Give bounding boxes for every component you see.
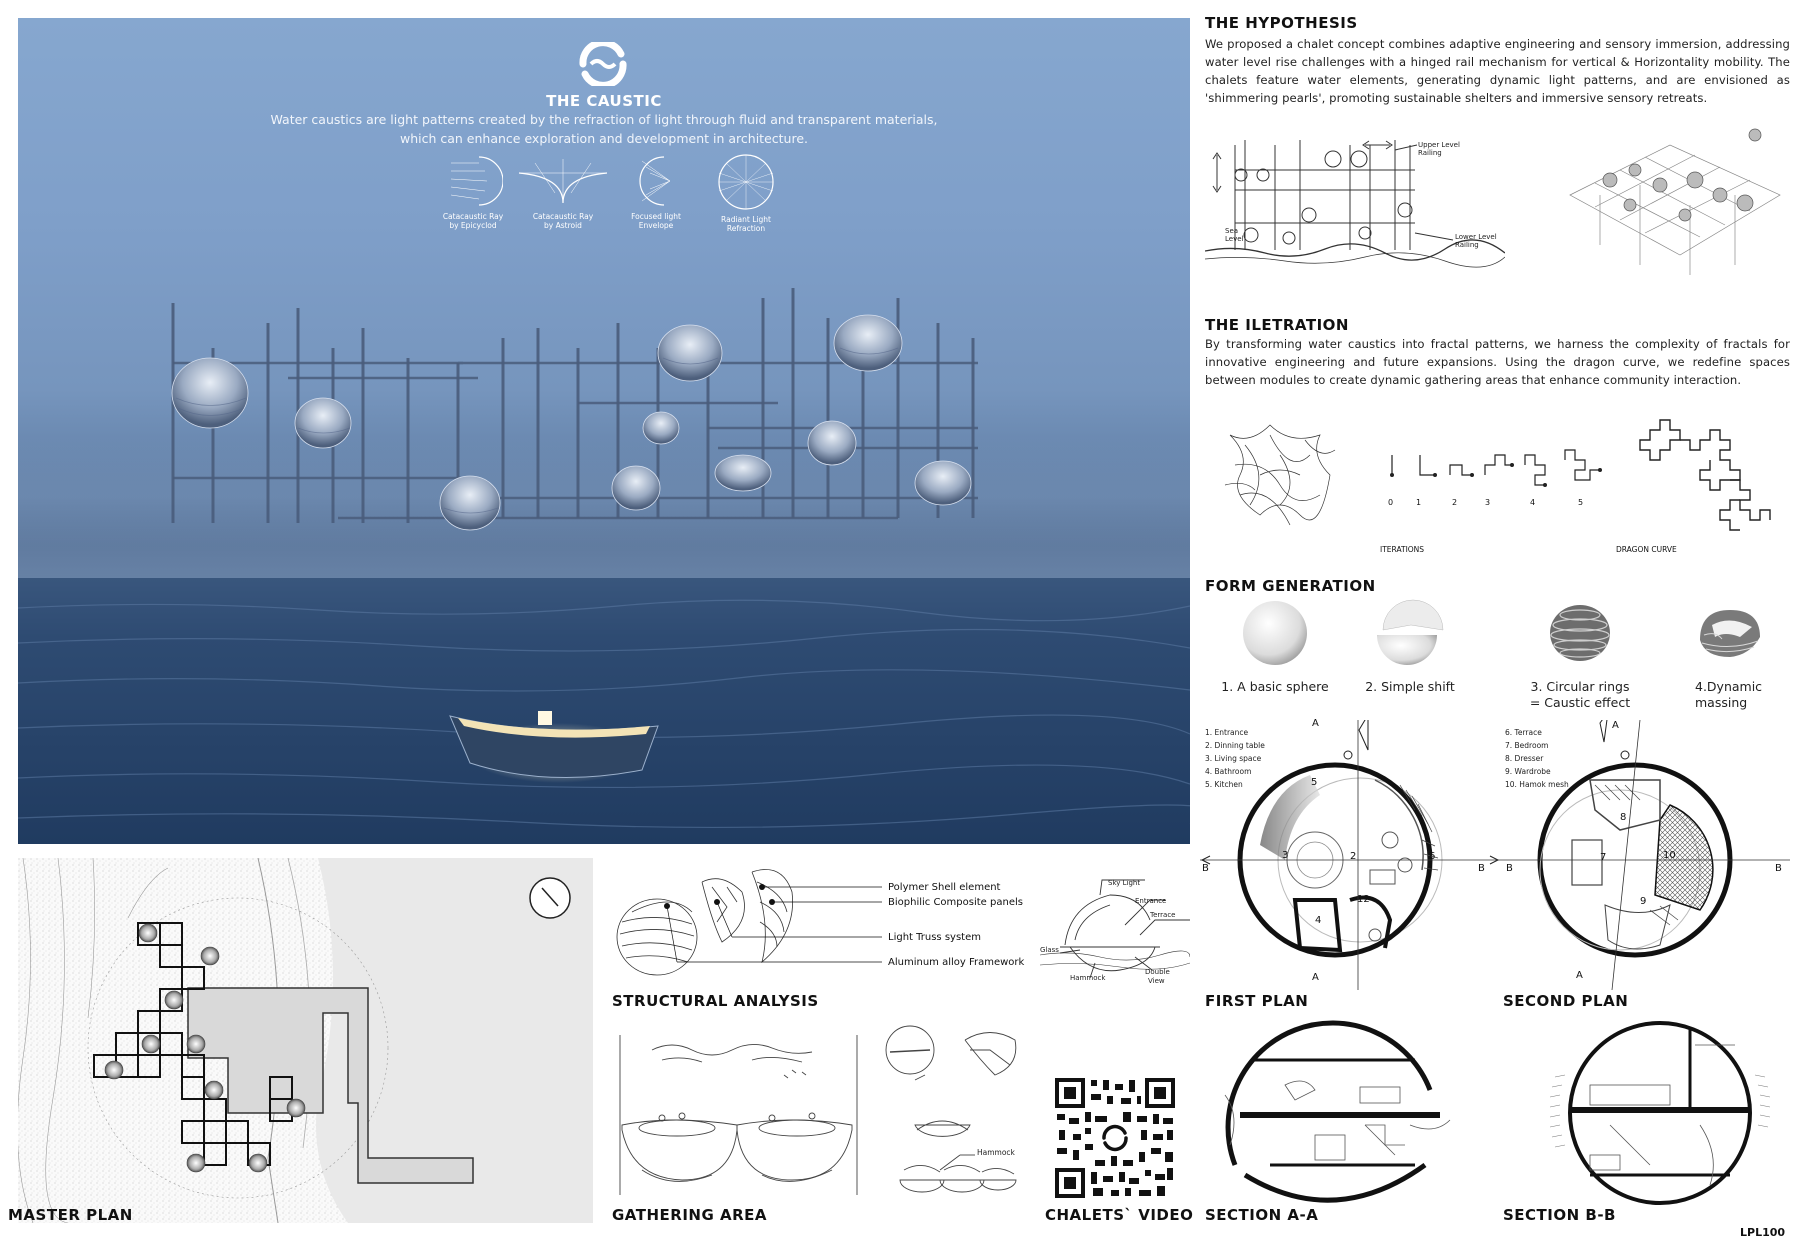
basic-sphere-icon [1205, 595, 1345, 675]
sea-level-label: Level [1225, 235, 1244, 243]
second-legend-9: 9. Wardrobe [1505, 767, 1551, 776]
form-step-3-line1: 3. Circular rings [1530, 679, 1630, 694]
first-plan-room-6: 6 [1429, 851, 1436, 862]
second-plan-mark-b-right: B [1775, 863, 1782, 874]
first-plan-mark-a-top: A [1312, 718, 1319, 729]
second-plan-room-10: 10 [1663, 850, 1676, 861]
iter-num-4: 4 [1530, 498, 1536, 507]
modules-sketch [880, 1020, 1030, 1210]
form-step-4-line2: massing [1695, 695, 1748, 710]
second-legend-8: 8. Dresser [1505, 754, 1544, 763]
second-plan-drawing [1500, 720, 1790, 990]
hero-subtitle-line2: which can enhance exploration and development in architecture. [399, 131, 808, 146]
dragon-curve-label: DRAGON CURVE [1616, 545, 1677, 554]
chalets-video-title: CHALETS` VIDEO [1045, 1206, 1194, 1224]
caustic-diagram-1-label1: Catacaustic Ray [442, 212, 504, 221]
second-legend-10: 10. Hamok mesh [1505, 780, 1569, 789]
hero-subtitle-line1: Water caustics are light patterns created by the refraction of light through fluid and transparent materials, [270, 112, 938, 127]
iteration-title: THE ILETRATION [1205, 316, 1349, 334]
caustic-diagram-3-label2: Envelope [638, 221, 674, 230]
first-legend-2: 2. Dinning table [1205, 741, 1265, 750]
second-plan-mark-b-left: B [1506, 863, 1513, 874]
first-legend-3: 3. Living space [1205, 754, 1262, 763]
double-label: Double [1145, 968, 1170, 976]
first-plan-drawing [1200, 720, 1500, 990]
upper-railing-label: Railing [1418, 149, 1442, 157]
polymer-shell-label: Polymer Shell element [888, 882, 1001, 893]
first-plan-room-3: 3 [1282, 850, 1289, 861]
structural-analysis-title: STRUCTURAL ANALYSIS [612, 992, 819, 1010]
dragon-curve-diagram [1616, 410, 1790, 555]
iter-num-5: 5 [1578, 498, 1584, 507]
iterations-label: ITERATIONS [1380, 545, 1425, 554]
form-step-3 [1505, 595, 1655, 715]
upper-level-label: Upper Level [1418, 141, 1460, 149]
view-label: View [1148, 977, 1165, 985]
second-plan-mark-a-bottom: A [1576, 970, 1583, 981]
chalet-section-sketch [1040, 875, 1190, 985]
focused-light-icon [626, 153, 686, 208]
iterations-diagram [1380, 440, 1630, 555]
biophilic-panels-label: Biophilic Composite panels [888, 897, 1023, 908]
fractal-scribble-sketch [1210, 415, 1345, 545]
perspective-grid-sketch [1560, 125, 1790, 280]
section-bb-title: SECTION B-B [1503, 1206, 1616, 1224]
gathering-area-title: GATHERING AREA [612, 1206, 768, 1224]
caustic-diagram-4-label2: Refraction [726, 224, 766, 233]
caustic-diagram-4-label1: Radiant Light [721, 215, 771, 224]
dynamic-massing-icon [1670, 595, 1790, 675]
iter-num-2: 2 [1452, 498, 1458, 507]
radiant-refraction-icon [714, 153, 778, 211]
iter-num-0: 0 [1388, 498, 1394, 507]
lower-level-label: Lower Level [1455, 233, 1497, 241]
first-plan-mark-a-bottom: A [1312, 972, 1319, 983]
ringed-sphere-icon [1505, 595, 1655, 675]
first-plan-room-2: 2 [1350, 851, 1357, 862]
second-legend-7: 7. Bedroom [1505, 741, 1549, 750]
caustic-diagram-2-label2: by Astroid [544, 221, 582, 230]
form-step-2-line1: 2. Simple shift [1365, 679, 1455, 694]
first-legend-5: 5. Kitchen [1205, 780, 1243, 789]
form-step-3-line2: = Caustic effect [1529, 695, 1631, 710]
chalets-video-qr[interactable] [1055, 1078, 1175, 1198]
second-plan-room-8: 8 [1620, 812, 1627, 823]
second-plan-title: SECOND PLAN [1503, 992, 1629, 1010]
section-aa-title: SECTION A-A [1205, 1206, 1319, 1224]
glass-label: Glass [1040, 946, 1059, 954]
first-legend-4: 4. Bathroom [1205, 767, 1252, 776]
first-plan-mark-b-left: B [1202, 863, 1209, 874]
form-step-2 [1345, 595, 1475, 705]
caustic-diagram-3 [616, 153, 696, 239]
iteration-text: By transforming water caustics into fractal patterns, we harness the complexity of fractals for innovative engineering and future expansions. Using the dragon curve, we redefine spaces between modules to create dynamic gathering areas that enhance community interaction. [1205, 337, 1790, 387]
first-plan-mark-b-right: B [1478, 863, 1485, 874]
structural-exploded-drawing [612, 862, 1032, 992]
rail-mechanism-sketch [1205, 135, 1505, 275]
project-code: LPL100 [1740, 1226, 1786, 1239]
lower-railing-label: Railing [1455, 241, 1479, 249]
hero-render [18, 18, 1190, 844]
hero-title: THE CAUSTIC [546, 92, 662, 110]
form-generation-title: FORM GENERATION [1205, 577, 1376, 595]
sea-label: Sea [1225, 227, 1239, 235]
caustic-diagram-3-label1: Focused light [631, 212, 681, 221]
caustic-diagram-1-label2: by Epicyclod [449, 221, 497, 230]
caustic-diagram-2-label1: Catacaustic Ray [532, 212, 594, 221]
second-plan-room-7: 7 [1600, 852, 1607, 863]
hammock-label: Hammock [977, 1148, 1015, 1157]
iter-num-3: 3 [1485, 498, 1491, 507]
first-plan-room-5: 5 [1311, 777, 1318, 788]
terrace-label: Terrace [1150, 911, 1176, 919]
aluminum-framework-label: Aluminum alloy Framework [888, 957, 1025, 968]
form-step-4 [1670, 595, 1790, 715]
form-step-4-line1: 4.Dynamic [1695, 679, 1763, 694]
first-legend-1: 1. Entrance [1205, 728, 1249, 737]
epicycloid-ray-icon [443, 153, 503, 208]
section-aa-drawing [1215, 1015, 1465, 1210]
qr-code-icon [1055, 1078, 1175, 1198]
form-step-1-line1: 1. A basic sphere [1221, 679, 1329, 694]
first-plan-room-12: 12 [1357, 894, 1370, 905]
second-plan-room-9: 9 [1640, 896, 1647, 907]
caustic-diagram-4 [701, 153, 791, 239]
master-plan-drawing [18, 858, 593, 1223]
light-truss-label: Light Truss system [888, 932, 981, 943]
hammock-section-label: Hammock [1070, 974, 1106, 982]
form-step-1 [1205, 595, 1345, 705]
caustic-diagram-2 [508, 153, 618, 239]
master-plan-title: MASTER PLAN [8, 1206, 133, 1224]
section-bb-drawing [1550, 1015, 1770, 1210]
caustic-diagram-1 [433, 153, 513, 239]
sky-light-label: Sky Light [1108, 879, 1141, 887]
second-legend-6: 6. Terrace [1505, 728, 1542, 737]
first-plan-title: FIRST PLAN [1205, 992, 1309, 1010]
iter-num-1: 1 [1416, 498, 1422, 507]
second-plan-mark-a-top: A [1612, 720, 1619, 731]
entrance-label: Entrance [1135, 897, 1167, 905]
shifted-sphere-icon [1345, 595, 1475, 675]
gathering-area-sketch [612, 1030, 862, 1200]
hypothesis-title: THE HYPOTHESIS [1205, 14, 1358, 32]
caustic-logo-icon [577, 42, 629, 86]
hypothesis-text: We proposed a chalet concept combines adaptive engineering and sensory immersion, addressing water level rise challenges with a hinged rail mechanism for vertical & Horizontality mobility. The chalets feature water elements, generating dynamic light patterns, and are envisioned as 'shimmering pearls', promoting sustainable shelters and immersive sensory retreats. [1205, 37, 1790, 105]
astroid-ray-icon [515, 153, 611, 208]
first-plan-room-4: 4 [1315, 915, 1322, 926]
